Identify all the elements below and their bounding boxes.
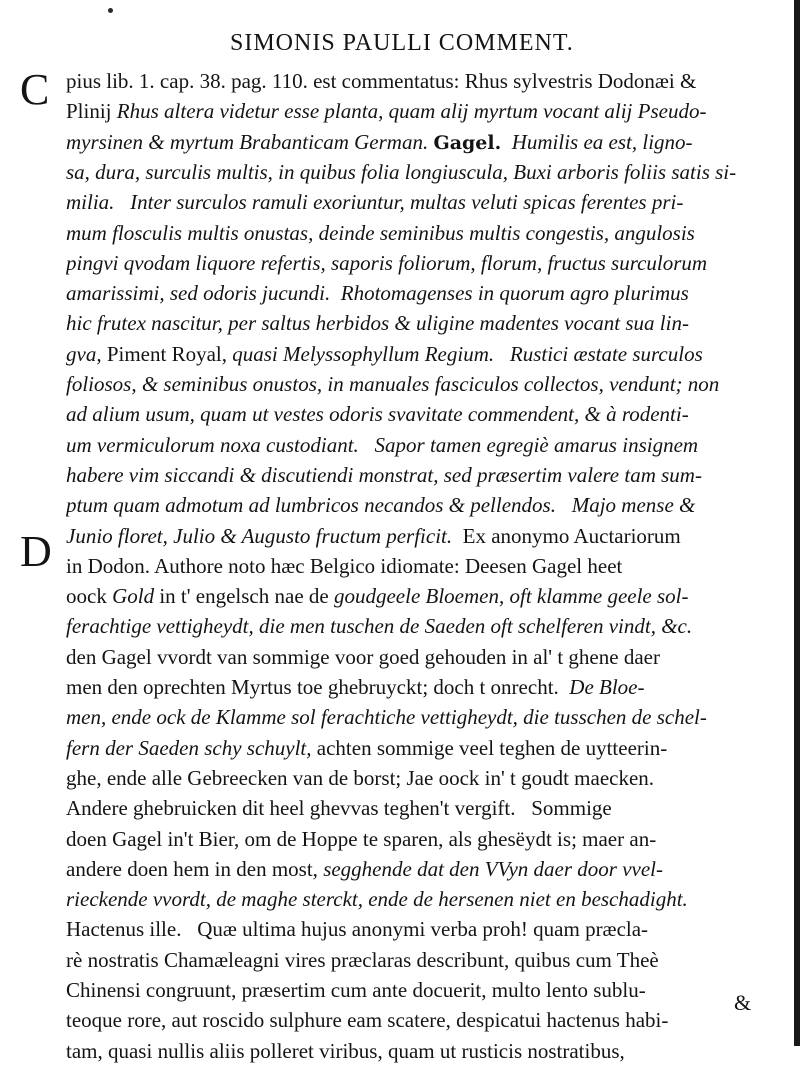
- text-line: [66, 218, 768, 248]
- ink-speck: [108, 8, 113, 13]
- text-segment: Humilis ea est, ligno-: [501, 129, 693, 154]
- text-segment: milia. Inter surculos ramuli exoriuntur, multas veluti spicas ferentes pri-: [66, 190, 684, 215]
- running-header: SIMONIS PAULLI COMMENT.: [230, 30, 574, 56]
- text-line: [66, 1036, 768, 1066]
- text-segment: ptum quam admotum ad lumbricos necandos & pellendos. Majo mense &: [66, 493, 696, 518]
- text-line: [66, 581, 768, 611]
- text-segment: hic frutex nascitur, per saltus herbidos & uligine madentes vocant sua lin-: [66, 311, 689, 336]
- text-segment: amarissimi, sed odoris jucundi. Rhotomagenses in quorum agro plurimus: [66, 281, 689, 306]
- text-line: [66, 642, 768, 672]
- text-line: [66, 672, 768, 702]
- text-segment: achten sommige veel teghen de uytteerin-: [316, 735, 668, 760]
- text-segment: goudgeele Bloemen, oft klamme geele sol-: [333, 584, 689, 609]
- text-segment: pius lib. 1. cap. 38. pag. 110. est commentatus: Rhus sylvestris Dodonæi &: [66, 69, 697, 93]
- text-segment: habere vim siccandi & discutiendi monstrat, sed præsertim valere tam sum-: [66, 462, 702, 487]
- text-line: [66, 278, 768, 308]
- text-segment: in t' engelsch nae de: [159, 584, 334, 609]
- text-segment: fern der Saeden schy schuylt,: [66, 735, 317, 760]
- text-line: [66, 187, 768, 217]
- text-segment: quasi Melyssophyllum Regium. Rustici æstate surculos: [232, 341, 703, 366]
- text-line: [66, 96, 768, 126]
- text-segment: Plinij: [66, 99, 117, 124]
- text-segment: Chinensi congruunt, præsertim cum ante docuerit, multo lento sublu-: [66, 978, 646, 1002]
- text-line: [66, 157, 768, 187]
- text-segment: men, ende ock de Klamme sol ferachtiche vettigheydt, die tusschen de schel-: [66, 705, 707, 730]
- text-line: [66, 1005, 768, 1035]
- text-segment: in Dodon. Authore noto hæc Belgico idiomate: Deesen Gagel heet: [66, 553, 623, 578]
- text-segment: Ex anonymo Auctariorum: [462, 523, 681, 548]
- text-segment: Andere ghebruicken dit heel ghevvas teghen't vergift. Sommige: [66, 796, 612, 821]
- text-line: [66, 733, 768, 763]
- text-line: [66, 66, 768, 96]
- text-segment: pingvi qvodam liquore refertis, saporis foliorum, florum, fructus surculorum: [66, 250, 708, 275]
- text-segment: oock: [66, 584, 113, 609]
- text-line: [66, 248, 768, 278]
- text-segment: Gagel.: [433, 131, 502, 154]
- text-segment: um vermiculorum noxa custodiant. Sapor tamen egregiè amarus insignem: [66, 432, 699, 457]
- text-line: [66, 702, 768, 732]
- text-segment: tam, quasi nullis aliis polleret viribus, quam ut rusticis nostratibus,: [66, 1038, 625, 1063]
- catchword: &: [734, 990, 752, 1015]
- text-line: [66, 399, 768, 429]
- text-segment: ferachtige vettigheydt, die men tuschen de Saeden oft schelferen vindt, &c.: [66, 614, 693, 639]
- text-line: [66, 793, 768, 823]
- text-line: [66, 611, 768, 641]
- text-line: [66, 824, 768, 854]
- text-line: [66, 763, 768, 793]
- text-line: [66, 369, 768, 399]
- text-segment: rè nostratis Chamæleagni vires præclaras describunt, quibus cum Theè: [66, 947, 659, 972]
- text-segment: sa, dura, surculis multis, in quibus folia longiuscula, Buxi arboris foliis satis si-: [66, 159, 737, 184]
- text-line: [66, 854, 768, 884]
- text-segment: Hactenus ille. Quæ ultima hujus anonymi verba proh! quam præcla-: [66, 917, 649, 942]
- text-line: [66, 460, 768, 490]
- text-segment: den Gagel vvordt van sommige voor goed gehouden in al' t ghene daer: [66, 644, 660, 669]
- text-line: [66, 490, 768, 520]
- text-line: [66, 521, 768, 551]
- text-segment: doen Gagel in't Bier, om de Hoppe te sparen, als ghesëydt is; maer an-: [66, 826, 657, 851]
- drop-capital-c: C: [20, 65, 50, 114]
- drop-capital-d: D: [20, 527, 52, 576]
- text-segment: Rhus altera videtur esse planta, quam alij myrtum vocant alij Pseudo-: [116, 99, 707, 124]
- text-segment: Junio floret, Julio & Augusto fructum perficit.: [66, 523, 463, 548]
- text-line: [66, 430, 768, 460]
- text-segment: Piment Royal,: [106, 341, 233, 366]
- text-line: [66, 975, 768, 1005]
- text-segment: men den oprechten Myrtus toe ghebruyckt; doch t onrecht.: [66, 675, 570, 699]
- text-segment: myrsinen & myrtum Brabanticam German.: [66, 129, 434, 154]
- text-segment: foliosos, & seminibus onustos, in manuales fasciculos collectos, vendunt; non: [66, 372, 720, 396]
- text-line: [66, 945, 768, 975]
- text-line: [66, 127, 768, 157]
- text-segment: gva,: [66, 341, 107, 366]
- text-segment: De Bloe-: [569, 675, 645, 699]
- text-line: [66, 884, 768, 914]
- text-line: [66, 914, 768, 944]
- text-segment: rieckende vvordt, de maghe sterckt, ende de hersenen niet en beschadight.: [66, 887, 688, 912]
- text-segment: teoque rore, aut roscido sulphure eam scatere, despicatui hactenus habi-: [66, 1008, 669, 1033]
- text-segment: mum flosculis multis onustas, deinde seminibus multis congestis, angulosis: [66, 220, 695, 245]
- text-line: [66, 551, 768, 581]
- text-line: [66, 308, 768, 338]
- text-segment: segghende dat den VVyn daer door vvel-: [323, 856, 663, 881]
- text-segment: andere doen hem in den most,: [66, 856, 324, 881]
- text-segment: ad alium usum, quam ut vestes odoris svavitate commendent, & à rodenti-: [66, 402, 689, 427]
- text-segment: ghe, ende alle Gebreecken van de borst; Jae oock in' t goudt maecken.: [66, 765, 655, 790]
- text-segment: Gold: [112, 584, 160, 609]
- text-line: [66, 339, 768, 369]
